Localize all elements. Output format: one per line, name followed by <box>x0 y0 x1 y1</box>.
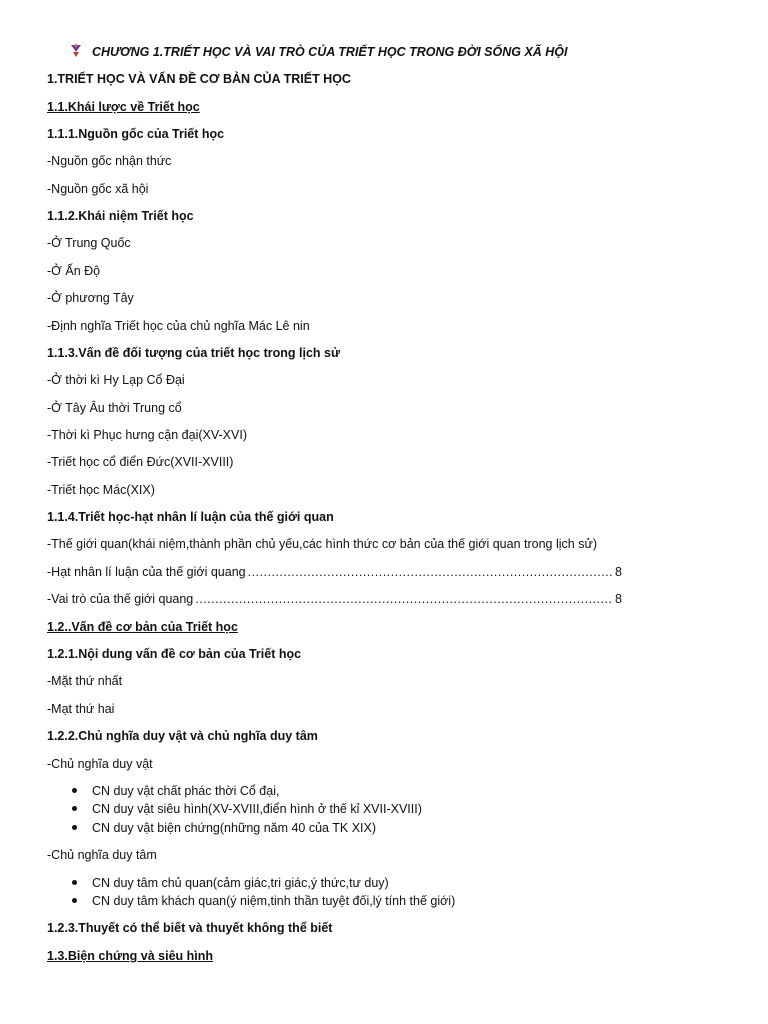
subsection-heading: 1.1.Khái lược về Triết học <box>47 100 200 114</box>
subsubsection-heading: 1.2.3.Thuyết có thể biết và thuyết không thể biết <box>47 921 333 935</box>
list-item: -Chủ nghĩa duy tâm <box>47 848 157 862</box>
toc-entry <box>47 564 622 580</box>
bullet-dot-icon <box>72 788 77 793</box>
list-item: -Mạt thứ hai <box>47 702 115 716</box>
bullet-dot-icon <box>72 825 77 830</box>
bullet-item: CN duy vật siêu hình(XV-XVIII,điển hình ở thế kỉ XVII-XVIII) <box>72 801 422 817</box>
list-item: -Thế giới quan(khái niệm,thành phần chủ yếu,các hình thức cơ bản của thế giới quan trong lịch sử) <box>47 537 597 551</box>
subsubsection-heading: 1.1.1.Nguồn gốc của Triết học <box>47 127 225 141</box>
list-item: -Ở thời kì Hy Lạp Cổ Đại <box>47 373 185 387</box>
chapter-title: CHƯƠNG 1.TRIẾT HỌC VÀ VAI TRÒ CỦA TRIẾT HỌC TRONG ĐỜI SỐNG XÃ HỘI <box>92 45 568 59</box>
list-item: -Chủ nghĩa duy vật <box>47 757 153 771</box>
list-item: -Ở Ấn Độ <box>47 264 101 278</box>
toc-page-number: 8 <box>615 565 622 579</box>
list-item: -Ở Trung Quốc <box>47 236 131 250</box>
subsubsection-heading: 1.1.2.Khái niệm Triết học <box>47 209 194 223</box>
list-item: -Nguồn gốc nhận thức <box>47 154 172 168</box>
toc-entry-label: -Hạt nhân lí luận của thế giới quang <box>47 565 246 579</box>
list-item: -Ở phương Tây <box>47 291 134 305</box>
dot-leader <box>195 591 613 607</box>
subsection-heading: 1.2..Vấn đề cơ bản của Triết học <box>47 620 238 634</box>
bullet-arrow-icon <box>70 44 82 58</box>
bullet-dot-icon <box>72 806 77 811</box>
subsubsection-heading: 1.2.1.Nội dung vấn đề cơ bản của Triết học <box>47 647 302 661</box>
list-item: -Nguồn gốc xã hội <box>47 182 149 196</box>
bullet-item: CN duy tâm khách quan(ý niệm,tinh thần tuyệt đối,lý tính thế giới) <box>72 893 455 909</box>
list-item: -Triết học cổ điển Đức(XVII-XVIII) <box>47 455 234 469</box>
toc-entry <box>47 591 622 607</box>
toc-entry-label: -Vai trò của thế giới quang <box>47 592 194 606</box>
list-item: -Mặt thứ nhất <box>47 674 123 688</box>
bullet-dot-icon <box>72 880 77 885</box>
bullet-item: CN duy vật biện chứng(những năm 40 của TK XIX) <box>72 820 376 836</box>
list-item: -Ở Tây Âu thời Trung cổ <box>47 401 182 415</box>
bullet-dot-icon <box>72 898 77 903</box>
list-item: -Định nghĩa Triết học của chủ nghĩa Mác Lê nin <box>47 319 310 333</box>
toc-page-number: 8 <box>615 592 622 606</box>
subsection-heading: 1.3.Biện chứng và siêu hình <box>47 949 214 963</box>
section-heading: 1.TRIẾT HỌC VÀ VẤN ĐỀ CƠ BẢN CỦA TRIẾT HỌC <box>47 72 351 86</box>
dot-leader <box>248 564 613 580</box>
bullet-item: CN duy tâm chủ quan(cảm giác,tri giác,ý thức,tư duy) <box>72 875 389 891</box>
list-item: -Triết học Mác(XIX) <box>47 483 155 497</box>
list-item: -Thời kì Phục hưng cận đại(XV-XVI) <box>47 428 247 442</box>
subsubsection-heading: 1.1.4.Triết học-hạt nhân lí luận của thế giới quan <box>47 510 334 524</box>
subsubsection-heading: 1.1.3.Vấn đề đối tượng của triết học trong lịch sử <box>47 346 341 360</box>
subsubsection-heading: 1.2.2.Chủ nghĩa duy vật và chủ nghĩa duy tâm <box>47 729 318 743</box>
bullet-item: CN duy vật chất phác thời Cổ đại, <box>72 783 279 799</box>
